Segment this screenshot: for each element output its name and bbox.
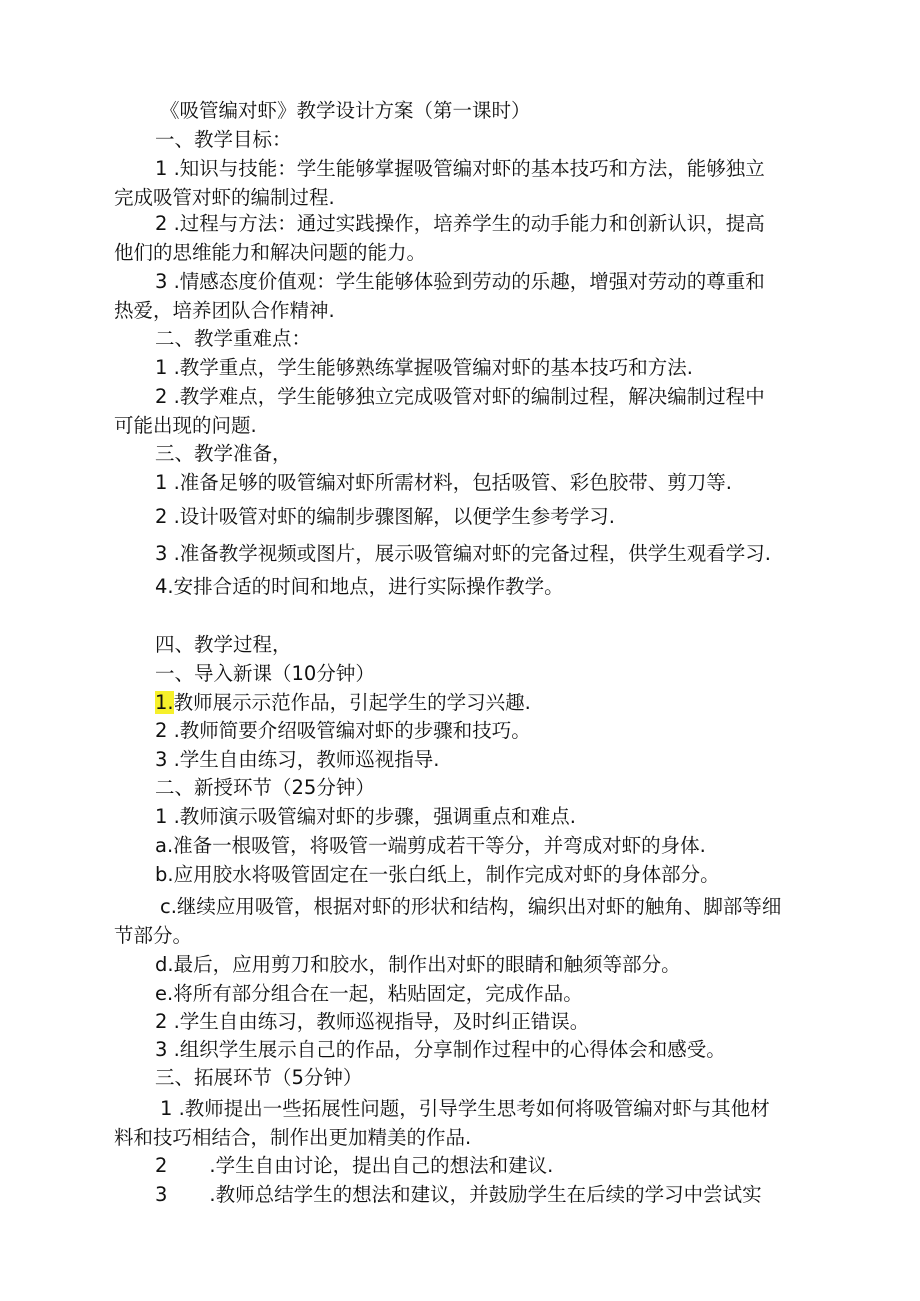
paragraph-line: 1 .准备足够的吸管编对虾所需材料，包括吸管、彩色胶带、剪刀等.	[155, 471, 733, 494]
section-heading: 二、教学重难点：	[155, 327, 312, 350]
paragraph-line: 可能出现的问题.	[114, 414, 257, 437]
paragraph-line: 1 .教师提出一些拓展性问题，引导学生思考如何将吸管编对虾与其他材	[160, 1097, 770, 1120]
paragraph-line: 1 .教学重点，学生能够熟练掌握吸管编对虾的基本技巧和方法.	[155, 356, 694, 379]
paragraph-line: 节部分。	[114, 924, 193, 947]
paragraph-line: 1 .教师演示吸管编对虾的步骤，强调重点和难点.	[155, 805, 577, 828]
section-heading: 一、教学目标：	[155, 128, 292, 151]
section-heading: 四、教学过程，	[155, 633, 292, 656]
paragraph-text: .学生自由讨论，提出自己的想法和建议.	[209, 1154, 554, 1177]
paragraph-line: 2 .学生自由练习，教师巡视指导，及时纠正错误。	[155, 1010, 590, 1033]
paragraph-line: 料和技巧相结合，制作出更加精美的作品.	[114, 1126, 472, 1149]
section-heading: 三、教学准备，	[155, 442, 292, 465]
paragraph-line: 他们的思维能力和解决问题的能力。	[114, 241, 427, 264]
paragraph-line: 完成吸管对虾的编制过程.	[114, 186, 335, 209]
paragraph-line: a.准备一根吸管，将吸管一端剪成若干等分，并弯成对虾的身体.	[155, 834, 706, 857]
paragraph-line	[155, 1182, 762, 1208]
paragraph-line: c.继续应用吸管，根据对虾的形状和结构，编织出对虾的触角、脚部等细	[160, 895, 782, 918]
highlighted-number: 1.	[155, 691, 174, 714]
paragraph-line: e.将所有部分组合在一起，粘贴固定，完成作品。	[155, 982, 583, 1005]
subsection-heading: 三、拓展环节（5分钟）	[155, 1066, 363, 1089]
subsection-heading: 二、新授环节（25分钟）	[155, 776, 375, 799]
paragraph-line: 2 .教师简要介绍吸管编对虾的步骤和技巧。	[155, 719, 531, 742]
subsection-heading: 一、导入新课（10分钟）	[155, 662, 375, 685]
list-number: 3	[155, 1183, 168, 1206]
paragraph-line	[155, 690, 531, 716]
paragraph-line	[155, 1153, 553, 1179]
paragraph-line: 2 .过程与方法：通过实践操作，培养学生的动手能力和创新认识，提高	[155, 212, 765, 235]
document-title: 《吸管编对虾》教学设计方案（第一课时）	[160, 99, 531, 122]
paragraph-line: 3 .情感态度价值观：学生能够体验到劳动的乐趣，增强对劳动的尊重和	[155, 270, 765, 293]
paragraph-line: 热爱，培养团队合作精神.	[114, 299, 335, 322]
paragraph-line: 2 .设计吸管对虾的编制步骤图解，以便学生参考学习.	[155, 505, 616, 528]
paragraph-line: d.最后，应用剪刀和胶水，制作出对虾的眼睛和触须等部分。	[155, 953, 681, 976]
paragraph-line: 3 .准备教学视频或图片，展示吸管编对虾的完备过程，供学生观看学习.	[155, 542, 772, 565]
paragraph-line: 2 .教学难点，学生能够独立完成吸管对虾的编制过程，解决编制过程中	[155, 385, 765, 408]
paragraph-line: 1 .知识与技能：学生能够掌握吸管编对虾的基本技巧和方法，能够独立	[155, 157, 765, 180]
paragraph-line: 4.安排合适的时间和地点，进行实际操作教学。	[155, 575, 564, 598]
paragraph-line: b.应用胶水将吸管固定在一张白纸上，制作完成对虾的身体部分。	[155, 863, 720, 886]
paragraph-line: 3 .学生自由练习，教师巡视指导.	[155, 748, 440, 771]
paragraph-text: .教师总结学生的想法和建议，并鼓励学生在后续的学习中尝试实	[209, 1183, 762, 1206]
paragraph-text: 教师展示示范作品，引起学生的学习兴趣.	[173, 691, 531, 714]
paragraph-line: 3 .组织学生展示自己的作品，分享制作过程中的心得体会和感受。	[155, 1038, 726, 1061]
list-number: 2	[155, 1154, 168, 1177]
